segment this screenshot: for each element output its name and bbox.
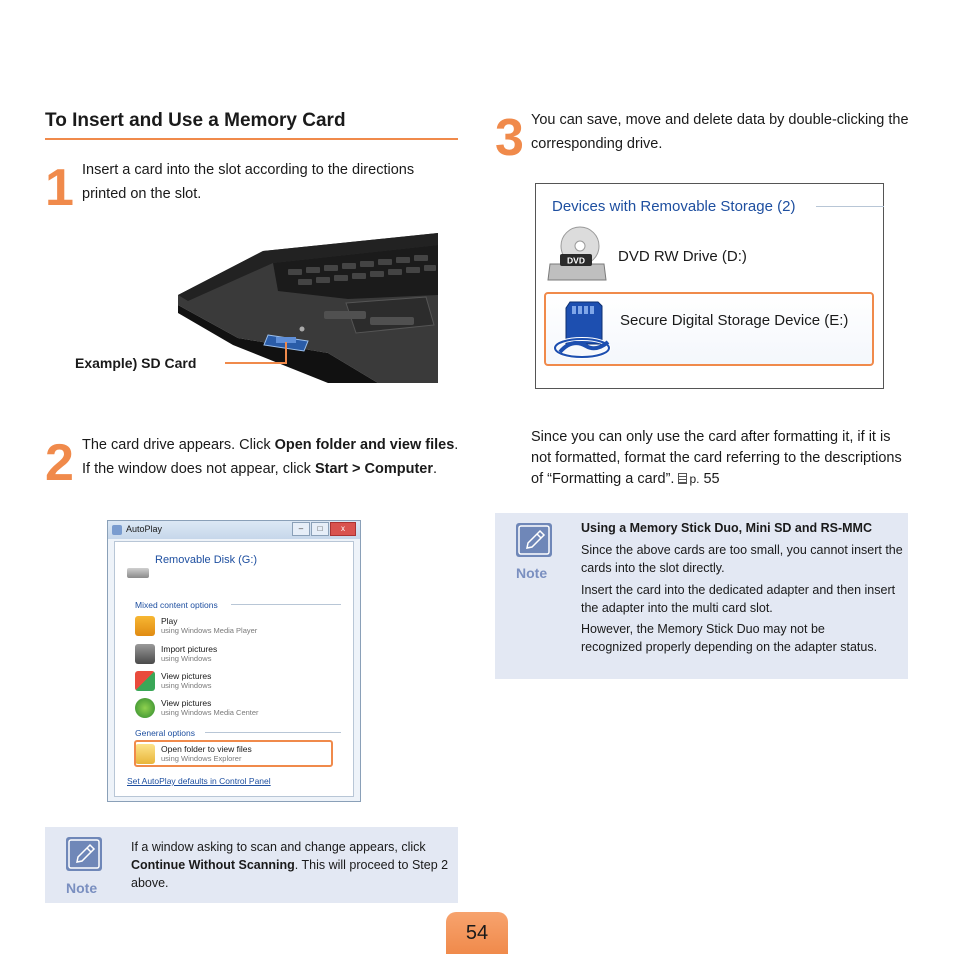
media-center-icon — [135, 698, 155, 718]
autoplay-item-title: Play — [161, 616, 178, 626]
note-label: Note — [66, 880, 98, 896]
autoplay-item-play[interactable] — [135, 614, 335, 640]
step-3-number: 3 — [495, 109, 524, 167]
step-1-number: 1 — [45, 159, 74, 217]
group-divider — [816, 206, 884, 207]
autoplay-item-view-pictures[interactable] — [135, 669, 335, 695]
media-player-icon — [135, 616, 155, 636]
autoplay-window — [107, 520, 361, 802]
example-sd-card-label: Example) SD Card — [75, 355, 197, 371]
autoplay-body — [114, 541, 354, 797]
autoplay-icon — [112, 525, 122, 535]
section-title: To Insert and Use a Memory Card — [45, 110, 458, 140]
autoplay-item-sub: using Windows Media Player — [161, 626, 258, 635]
note-paragraph-3: However, the Memory Stick Duo may not be recognized properly depending on the adapter status. — [581, 622, 878, 654]
autoplay-item-title: View pictures — [161, 671, 212, 681]
note-text: If a window asking to scan and change appears, click Continue Without Scanning. This will proceed to Step 2 above. — [131, 840, 449, 890]
sd-storage-device[interactable] — [544, 292, 874, 366]
autoplay-item-sub: using Windows Explorer — [161, 754, 242, 763]
reference-page: 55 — [703, 471, 720, 487]
step-2-number: 2 — [45, 434, 74, 492]
autoplay-title: AutoPlay — [126, 524, 163, 534]
open-folder-highlight — [134, 740, 333, 767]
removable-disk-title: Removable Disk (G:) — [155, 554, 258, 566]
dvd-drive-label[interactable]: DVD RW Drive (D:) — [618, 248, 747, 265]
note-paragraph-1: Since the above cards are too small, you cannot insert the cards into the slot directly. — [581, 543, 903, 575]
note-label: Note — [516, 565, 548, 581]
laptop-illustration — [178, 233, 438, 383]
removable-storage-panel — [535, 183, 884, 389]
removable-storage-title: Devices with Removable Storage (2) — [552, 198, 796, 215]
note-pencil-icon — [516, 523, 552, 557]
sd-storage-label: Secure Digital Storage Device (E:) — [620, 312, 849, 329]
dvd-drive-icon[interactable] — [546, 224, 608, 286]
removable-disk-icon — [127, 568, 149, 578]
autoplay-item-sub: using Windows — [161, 681, 212, 690]
autoplay-item-title: View pictures — [161, 698, 212, 708]
autoplay-item-sub: using Windows — [161, 654, 212, 663]
note-heading: Using a Memory Stick Duo, Mini SD and RS-MMC — [581, 521, 872, 535]
callout-line — [225, 362, 287, 364]
general-options-group: General options — [135, 728, 196, 738]
autoplay-titlebar[interactable] — [108, 521, 360, 539]
note-pencil-icon — [66, 837, 102, 871]
autoplay-defaults-link[interactable]: Set AutoPlay defaults in Control Panel — [127, 776, 271, 786]
format-instructions: Since you can only use the card after formatting it, if it is not formatted, format the card referring to the descriptions of “Formatting a card”. p. 55 — [531, 429, 902, 487]
camera-icon — [135, 644, 155, 664]
autoplay-item-sub: using Windows Media Center — [161, 708, 259, 717]
autoplay-item-view-pictures-media-center[interactable] — [135, 696, 335, 722]
group-divider — [231, 604, 341, 605]
note-box-scan — [45, 827, 458, 903]
note-paragraph-2: Insert the card into the dedicated adapter and then insert the adapter into the multi card slot. — [581, 583, 896, 615]
note-box-memory-stick — [495, 513, 908, 679]
callout-line-vertical — [285, 342, 287, 364]
autoplay-item-title: Open folder to view files — [161, 744, 252, 754]
group-divider — [205, 732, 341, 733]
autoplay-item-import-pictures[interactable] — [135, 642, 335, 668]
photo-viewer-icon — [135, 671, 155, 691]
sd-card-icon — [552, 298, 614, 362]
minimize-button[interactable]: – — [292, 522, 310, 536]
dvd-badge: DVD — [567, 255, 585, 266]
mixed-content-group: Mixed content options — [135, 600, 218, 610]
step-3-text: You can save, move and delete data by double-clicking the corresponding drive. — [531, 112, 909, 152]
autoplay-item-title: Import pictures — [161, 644, 218, 654]
maximize-button[interactable]: □ — [311, 522, 329, 536]
page-reference-icon — [678, 473, 687, 484]
close-button[interactable]: x — [330, 522, 356, 536]
step-1-text: Insert a card into the slot according to the directions printed on the slot. — [82, 162, 415, 202]
page-number: 54 — [446, 912, 508, 954]
step-2-text: The card drive appears. Click Open folder and view files. If the window does not appear, click Start > Computer. — [82, 437, 459, 477]
